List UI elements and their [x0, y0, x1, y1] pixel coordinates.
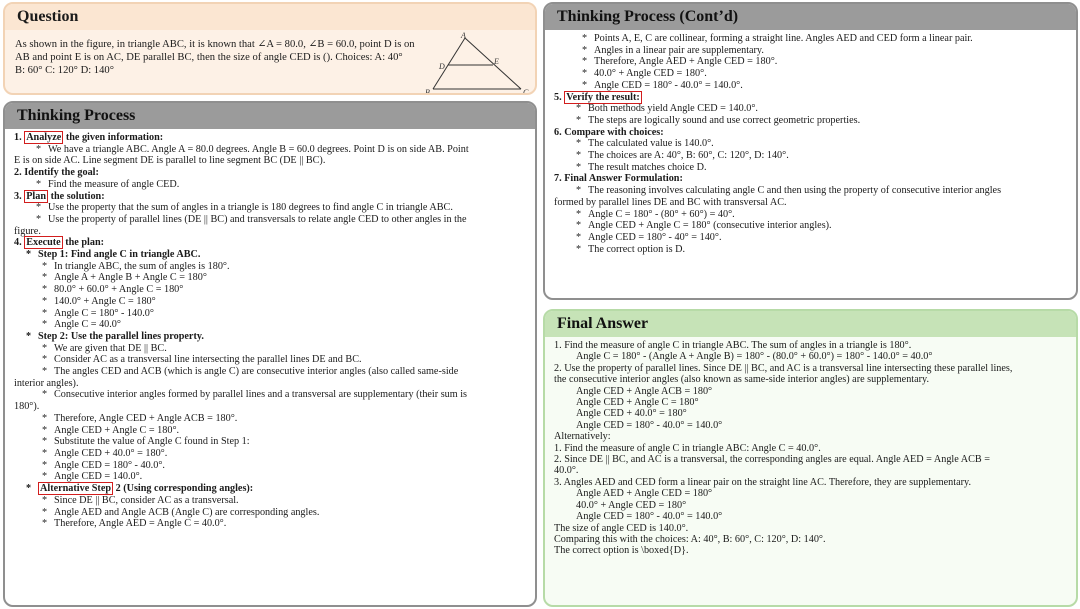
answer-line: The size of angle CED is 140.0°. — [554, 522, 689, 534]
answer-line: Alternatively: — [554, 431, 611, 443]
bullet-line: * Angle AED and Angle ACB (Angle C) are corresponding angles. — [42, 506, 320, 518]
bullet-line: * Points A, E, C are collinear, forming a straight line. Angles AED and CED form a linear pair. — [582, 33, 973, 44]
bullet-line: * Angle CED + Angle C = 180° (consecutive interior angles). — [576, 220, 832, 232]
bullet-line: * In triangle ABC, the sum of angles is 180°. — [42, 260, 230, 272]
highlight-box: Alternative Step — [40, 483, 112, 495]
step-heading: 4. Execute the plan: — [14, 237, 105, 249]
answer-line: Angle C = 180° - (Angle A + Angle B) = 180° - (80.0° + 60.0°) = 180° - 140.0° = 40.0° — [576, 351, 933, 363]
bullet-line: * Therefore, Angle AED = Angle C = 40.0°. — [42, 518, 227, 530]
answer-line: the consecutive interior angles (also known as same-side interior angles) are supplementary. — [554, 374, 930, 386]
bullet-line: * Use the property of parallel lines (DE || BC) and transversals to relate angle CED to other angles in the — [36, 213, 467, 225]
thinking-cont-title: Thinking Process (Cont’d) — [545, 4, 1076, 30]
bullet-line: * The calculated value is 140.0°. — [576, 138, 714, 150]
bullet-line: * Angle A + Angle B + Angle C = 180° — [42, 272, 207, 284]
step-heading: 1. Analyze the given information: — [14, 132, 164, 143]
answer-line: The correct option is \boxed{D}. — [554, 545, 689, 557]
final-answer-body — [545, 337, 1076, 557]
bullet-cont: figure. — [14, 225, 41, 237]
bullet-line: * Angle C = 180° - 140.0° — [42, 307, 154, 319]
bullet-line: * Substitute the value of Angle C found in Step 1: — [42, 436, 250, 448]
thinking-panel — [3, 101, 537, 607]
label-d: D — [439, 62, 445, 71]
answer-line: 2. Since DE || BC, and AC is a transversal, the corresponding angles are equal. Angle AED = Angle ACB = — [554, 454, 991, 466]
label-b: B — [425, 88, 430, 96]
answer-line: Angle CED + 40.0° = 180° — [576, 408, 687, 420]
bullet-line: * The steps are logically sound and use correct geometric properties. — [576, 114, 861, 126]
bullet-line: * Both methods yield Angle CED = 140.0°. — [576, 103, 758, 115]
step-heading: 3. Plan the solution: — [14, 190, 105, 202]
label-c: C — [523, 88, 529, 96]
substep-heading: * Step 2: Use the parallel lines property. — [26, 330, 204, 342]
triangle-figure — [425, 32, 531, 95]
bullet-line: * Find the measure of angle CED. — [36, 178, 180, 190]
thinking-cont-body — [545, 30, 1076, 255]
question-title: Question — [5, 4, 535, 30]
answer-line: 3. Angles AED and CED form a linear pair on the straight line AC. Therefore, they are supplementary. — [554, 476, 972, 488]
bullet-line: * 140.0° + Angle C = 180° — [42, 295, 156, 307]
question-panel — [3, 2, 537, 95]
bullet-line: * Therefore, Angle CED + Angle ACB = 180°. — [42, 412, 238, 424]
answer-line: Angle CED = 180° - 40.0° = 140.0° — [576, 511, 723, 523]
highlight-box: Execute — [26, 237, 61, 249]
bullet-line: * Angle CED = 140.0°. — [42, 471, 143, 483]
bullet-line: * Angle CED = 180° - 40° = 140°. — [576, 231, 722, 243]
bullet-line: * Angle CED + Angle C = 180°. — [42, 424, 180, 436]
answer-line: 40.0° + Angle CED = 180° — [576, 499, 687, 511]
bullet-line: * Use the property that the sum of angles in a triangle is 180 degrees to find angle C in triangle ABC. — [36, 202, 453, 214]
highlight-box: Plan — [26, 190, 47, 202]
step-heading: 6. Compare with choices: — [554, 126, 664, 138]
bullet-line: * Therefore, Angle AED + Angle CED = 180°. — [582, 56, 778, 68]
step-heading: 7. Final Answer Formulation: — [554, 173, 683, 185]
bullet-line: * The reasoning involves calculating angle C and then using the property of consecutive interior angles — [576, 185, 1002, 197]
answer-line: 1. Find the measure of angle C in triangle ABC: Angle C = 40.0°. — [554, 442, 821, 454]
final-answer-title: Final Answer — [545, 311, 1076, 337]
highlight-box: Verify the result: — [566, 91, 640, 103]
question-text: As shown in the figure, in triangle ABC, it is known that ∠A = 80.0, ∠B = 60.0, point D is on AB and point E is on AC, DE parallel BC, then the size of angle CED is (). Choices: A: 40° B: 60° C: 120° D: 140° — [15, 39, 415, 76]
bullet-line: * The correct option is D. — [576, 243, 686, 255]
thinking-body — [5, 129, 535, 530]
bullet-line: * 80.0° + 60.0° + Angle C = 180° — [42, 284, 184, 296]
answer-line: Angle CED + Angle ACB = 180° — [576, 385, 713, 397]
bullet-line: * We have a triangle ABC. Angle A = 80.0 degrees. Angle B = 60.0 degrees. Point D is on side AB. Point — [36, 143, 469, 155]
bullet-line: * Angle CED = 180° - 40.0° = 140.0°. — [582, 79, 743, 91]
bullet-cont: interior angles). — [14, 377, 79, 389]
answer-line: Angle AED + Angle CED = 180° — [576, 488, 713, 500]
bullet-line: * Angle C = 180° - (80° + 60°) = 40°. — [576, 208, 735, 220]
thinking-cont-panel — [543, 2, 1078, 300]
step-heading: 2. Identify the goal: — [14, 167, 99, 179]
bullet-line: * The result matches choice D. — [576, 161, 707, 173]
answer-line: 1. Find the measure of angle C in triangle ABC. The sum of angles in a triangle is 180°. — [554, 340, 912, 351]
label-a: A — [461, 32, 466, 40]
substep-heading: * Alternative Step 2 (Using corresponding angles): — [26, 483, 254, 495]
bullet-cont: formed by parallel lines DE and BC with transversal AC. — [554, 196, 787, 208]
answer-line: Angle CED + Angle C = 180° — [576, 397, 699, 409]
substep-heading: * Step 1: Find angle C in triangle ABC. — [26, 249, 201, 261]
bullet-line: * Angle CED + 40.0° = 180°. — [42, 447, 168, 459]
bullet-line: * 40.0° + Angle CED = 180°. — [582, 68, 707, 80]
bullet-cont: 180°). — [14, 401, 40, 413]
answer-line: Comparing this with the choices: A: 40°, B: 60°, C: 120°, D: 140°. — [554, 533, 826, 545]
thinking-title: Thinking Process — [5, 103, 535, 129]
highlight-box: Analyze — [26, 132, 62, 143]
bullet-line: * Consider AC as a transversal line intersecting the parallel lines DE and BC. — [42, 354, 362, 366]
bullet-line: * We are given that DE || BC. — [42, 342, 167, 354]
final-answer-panel — [543, 309, 1078, 607]
bullet-line: * Consecutive interior angles formed by parallel lines and a transversal are supplementary (their sum is — [42, 389, 468, 401]
bullet-cont: E is on side AC. Line segment DE is parallel to line segment BC (DE || BC). — [14, 155, 326, 167]
answer-line: Angle CED = 180° - 40.0° = 140.0° — [576, 419, 723, 431]
bullet-line: * Angle CED = 180° - 40.0°. — [42, 459, 165, 471]
bullet-line: * Angles in a linear pair are supplementary. — [582, 44, 764, 56]
label-e: E — [494, 57, 499, 66]
bullet-line: * Angle C = 40.0° — [42, 319, 121, 331]
answer-line: 2. Use the property of parallel lines. Since DE || BC, and AC is a transversal line intersecting these parallel lines, — [554, 362, 1013, 374]
step-heading: 5. Verify the result: — [554, 91, 640, 103]
bullet-line: * The angles CED and ACB (which is angle C) are consecutive interior angles (also called same-side — [42, 366, 459, 378]
bullet-line: * Since DE || BC, consider AC as a transversal. — [42, 494, 239, 506]
answer-line: 40.0°. — [554, 465, 579, 477]
bullet-line: * The choices are A: 40°, B: 60°, C: 120°, D: 140°. — [576, 150, 789, 162]
